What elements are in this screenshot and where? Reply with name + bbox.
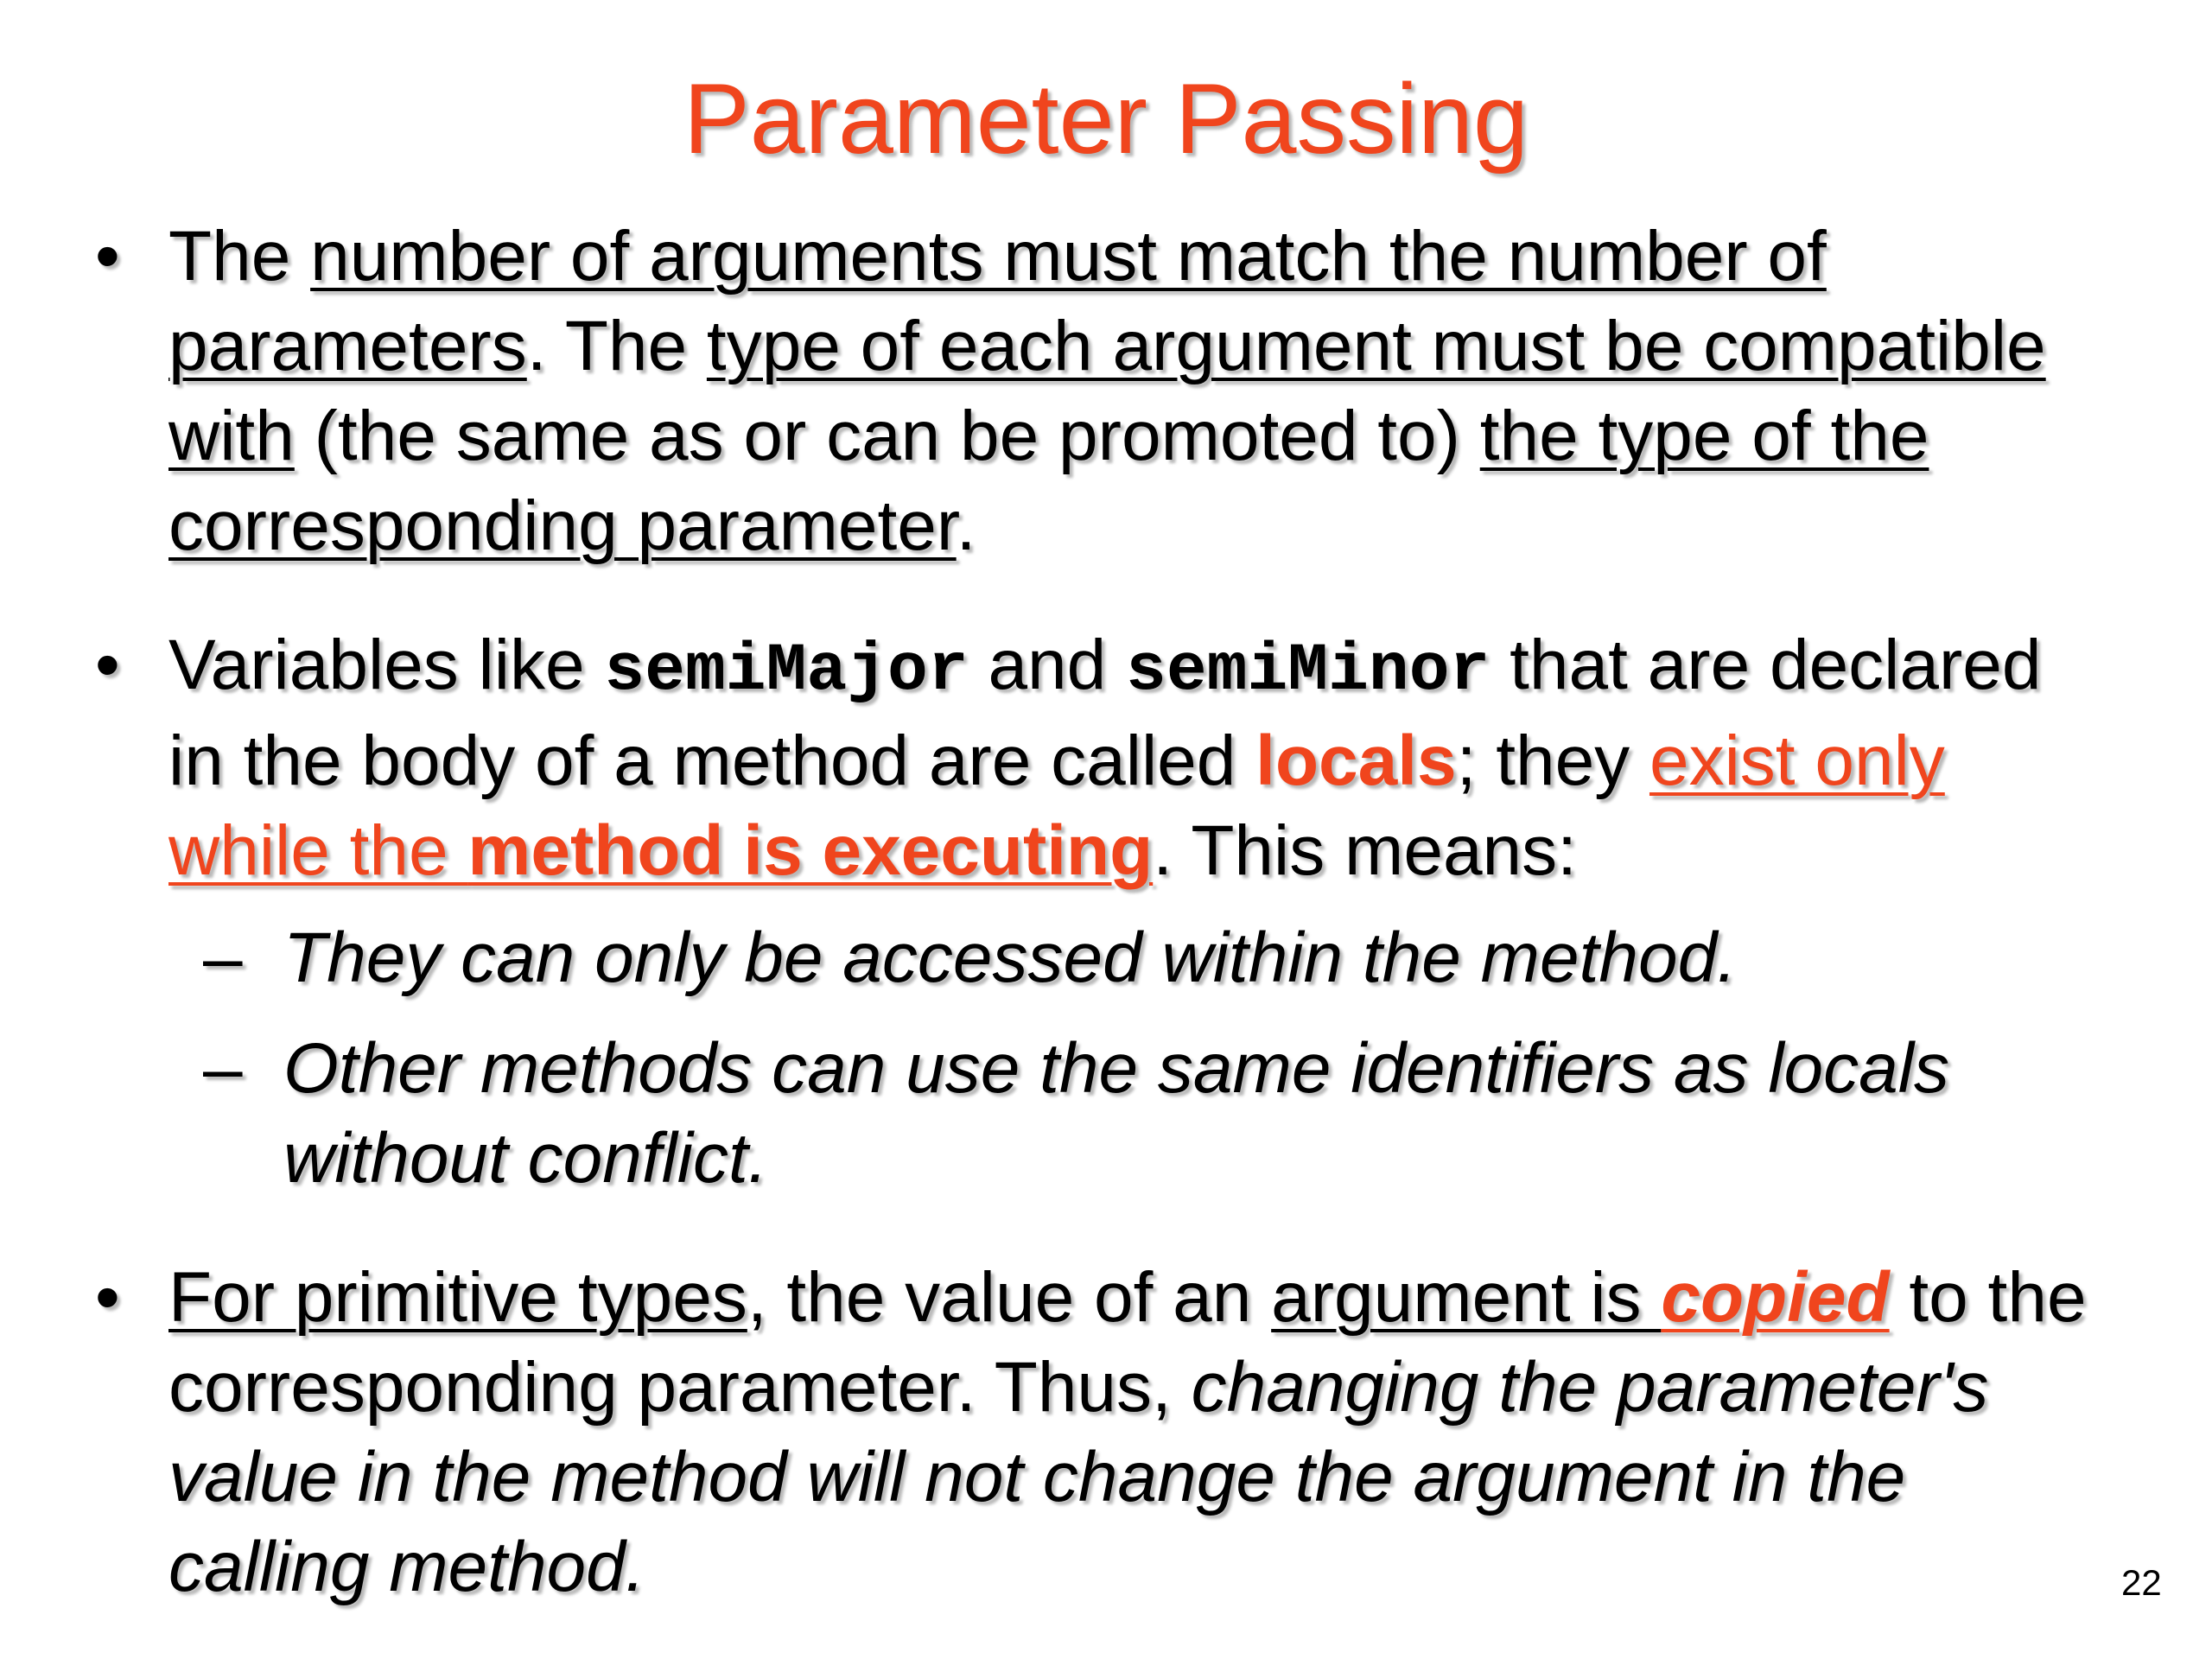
b1-text-3: (the same as or can be promoted to) [294,397,1480,475]
bullet-3-text [168,1253,2087,1612]
sub-bullet-1: They can only be accessed within the method. [283,918,1737,997]
slide-title: Parameter Passing [683,64,1529,175]
page-number: 22 [2121,1562,2162,1603]
bullet-1-marker: • [95,217,120,296]
b1-underline-2: type of each argument must be compatible with [168,307,2046,475]
b2-red-underline: exist only while the [168,721,1945,890]
code-semimajor: semiMajor [604,633,969,709]
b2-text-5: . This means: [1153,811,1577,890]
b2-text-3: that are declared in the body of a method are called [168,626,2042,800]
b3-underline-2: argument is [1271,1258,1662,1337]
b3-italic-conclusion: changing the parameter's value in the method will not change the argument in the calling method. [168,1348,1989,1606]
sub-bullet-2: Other methods can use the same identifiers as locals without conflict. [283,1029,1949,1198]
b3-underline-1: For primitive types [168,1258,747,1337]
bullet-2-text [168,620,2087,896]
bullet-2-marker: • [95,626,120,704]
b2-text-1: Variables like [168,626,605,704]
bullet-1-text [168,212,2087,571]
sub-1-marker: – [203,918,243,997]
sub-2-marker: – [203,1029,243,1108]
locals-term: locals [1255,721,1457,800]
b1-underline-3: the type of the corresponding parameter [168,397,1929,565]
b2-text-2: and [968,626,1127,704]
code-semiminor: semiMinor [1126,633,1491,709]
b3-text-1: , the value of an [747,1258,1272,1337]
copied-term: copied [1661,1258,1890,1337]
bullet-3-marker: • [95,1258,120,1337]
b1-text-2: . The [526,307,707,385]
b1-underline-1: number of arguments must match the number of parameters [168,217,1827,385]
b1-text-1: The [168,217,311,296]
b2-red-bold-underline: method is executing [467,811,1154,890]
b2-text-4: ; they [1456,721,1649,800]
b1-text-4: . [956,486,976,565]
b3-text-2: to the corresponding parameter. Thus, [168,1258,2087,1427]
